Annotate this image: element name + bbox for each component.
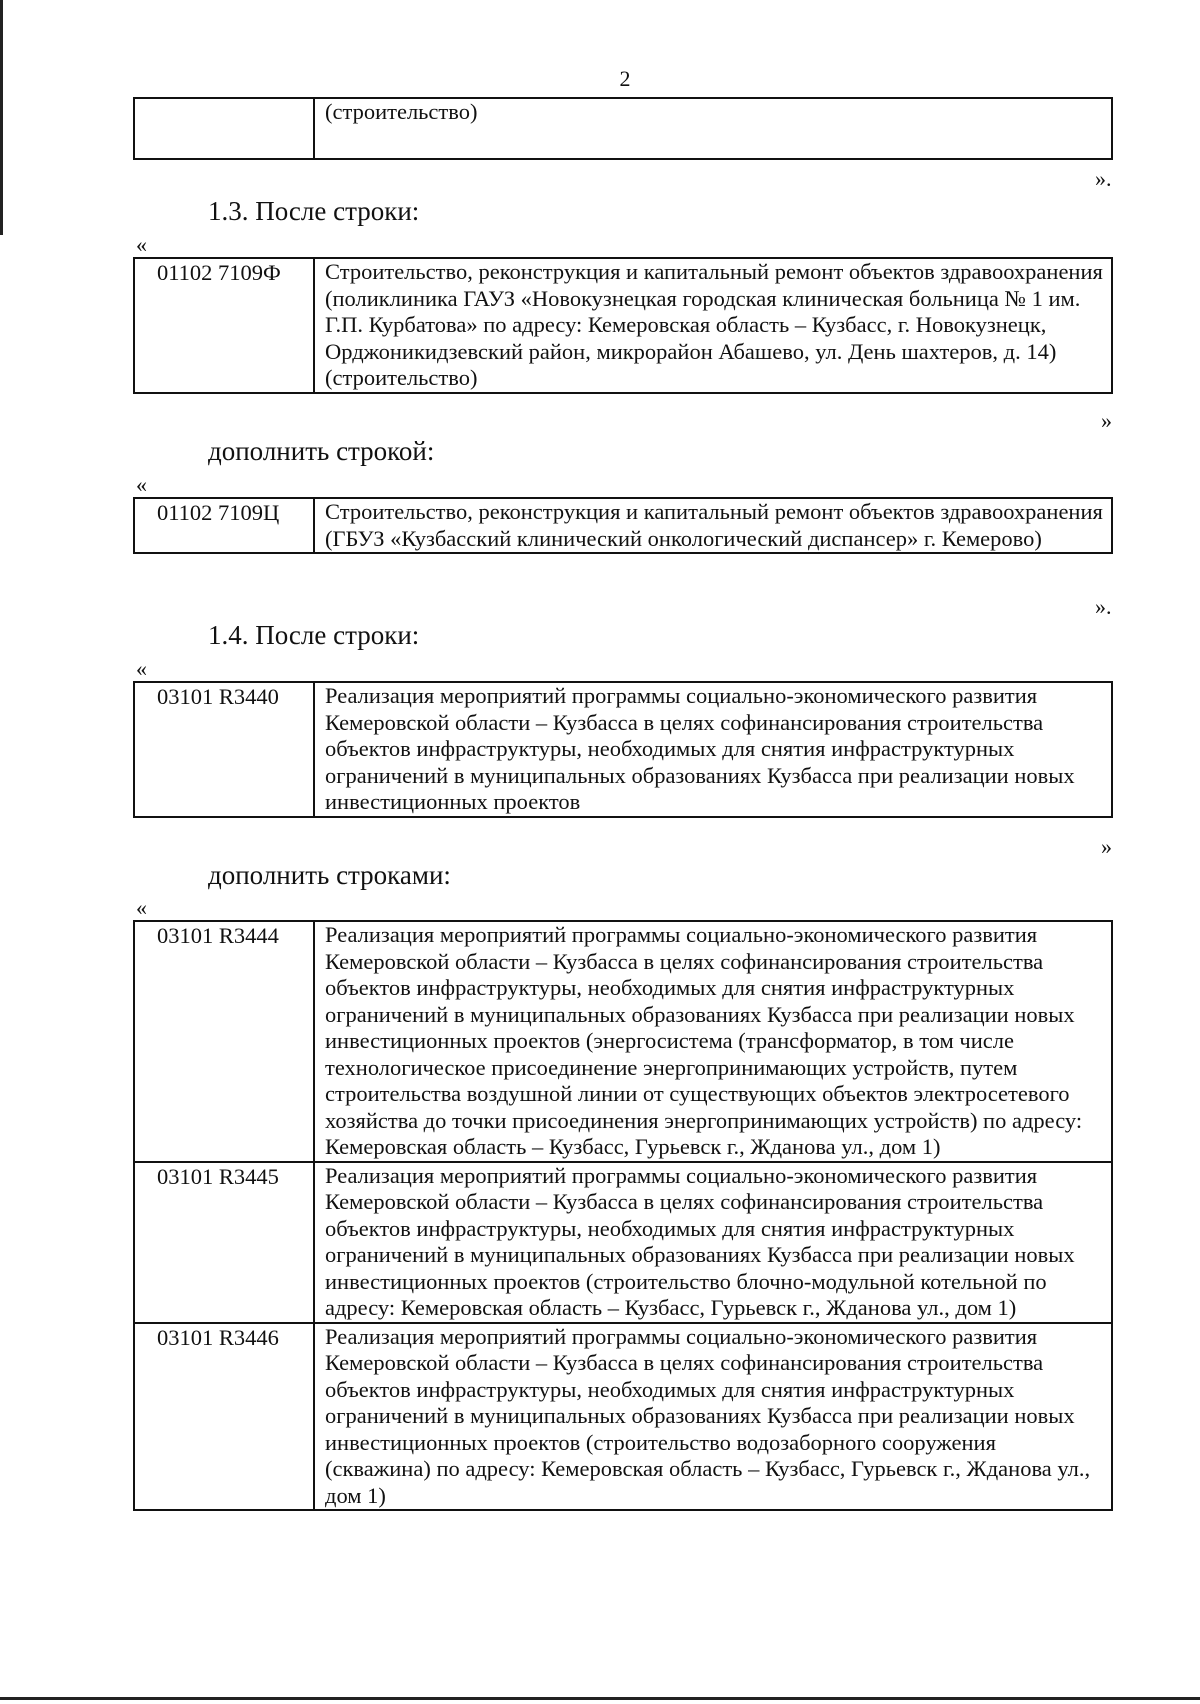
section-heading-1-4: 1.4. После строки: [208,620,420,650]
scan-bottom-line [0,1697,1200,1700]
opening-quote: « [136,656,147,681]
table-row [134,258,1112,393]
closing-quote: ». [1095,594,1112,619]
table-row [134,1162,1112,1323]
description-cell: Реализация мероприятий программы социально-экономического развития Кемеровской области – Кузбасса в целях софинансирования строительства объектов инфраструктуры, необходимых для снятия инфраструктурных ограничений в муниципальных образованиях Кузбасса при реализации новых инвестиционных проектов [314,682,1112,817]
code-cell: 01102 7109Ф [134,258,314,393]
section-heading-add-rows: дополнить строками: [208,860,451,890]
section-heading-add-row: дополнить строкой: [208,436,435,466]
closing-quote: ». [1095,166,1112,191]
description-cell: Строительство, реконструкция и капитальный ремонт объектов здравоохранения (поликлиника ГАУЗ «Новокузнецкая городская клиническая больница № 1 им. Г.П. Курбатова» по адресу: Кемеровская область – Кузбасс, г. Новокузнецк, Орджоникидзевский район, микрорайон Абашево, ул. День шахтеров, д. 14) (строительство) [314,258,1112,393]
opening-quote: « [136,232,147,257]
section-heading-1-3: 1.3. После строки: [208,196,420,226]
description-cell: (строительство) [314,98,1112,159]
table-1-4-existing [133,681,1113,818]
description-cell: Реализация мероприятий программы социально-экономического развития Кемеровской области – Кузбасса в целях софинансирования строительства объектов инфраструктуры, необходимых для снятия инфраструктурных ограничений в муниципальных образованиях Кузбасса при реализации новых инвестиционных проектов (строительство водозаборного сооружения (скважина) по адресу: Кемеровская область – Кузбасс, Гурьевск г., Жданова ул., дом 1) [314,1323,1112,1511]
opening-quote: « [136,472,147,497]
code-cell: 01102 7109Ц [134,498,314,553]
code-cell: 03101 R3446 [134,1323,314,1511]
table-row [134,498,1112,553]
description-cell: Реализация мероприятий программы социально-экономического развития Кемеровской области – Кузбасса в целях софинансирования строительства объектов инфраструктуры, необходимых для снятия инфраструктурных ограничений в муниципальных образованиях Кузбасса при реализации новых инвестиционных проектов (строительство блочно-модульной котельной по адресу: Кемеровская область – Кузбасс, Гурьевск г., Жданова ул., дом 1) [314,1162,1112,1323]
description-cell: Реализация мероприятий программы социально-экономического развития Кемеровской области – Кузбасса в целях софинансирования строительства объектов инфраструктуры, необходимых для снятия инфраструктурных ограничений в муниципальных образованиях Кузбасса при реализации новых инвестиционных проектов (энергосистема (трансформатор, в том числе технологическое присоединение энергопринимающих устройств, путем строительства воздушной линии от существующих объектов электросетевого хозяйства до точки присоединения энергопринимающих устройств) по адресу: Кемеровская область – Кузбасс, Гурьевск г., Жданова ул., дом 1) [314,921,1112,1162]
table-row [134,98,1112,159]
table-row [134,682,1112,817]
opening-quote: « [136,895,147,920]
table-prev-row [133,97,1113,160]
page-number: 2 [619,66,631,91]
scan-edge-line [0,0,3,235]
table-row [134,1323,1112,1511]
table-1-4-added [133,920,1113,1511]
table-1-3-added [133,497,1113,554]
description-cell: Строительство, реконструкция и капитальный ремонт объектов здравоохранения (ГБУЗ «Кузбасский клинический онкологический диспансер» г. Кемерово) [314,498,1112,553]
table-1-3-existing [133,257,1113,394]
closing-quote: » [1101,408,1112,433]
code-cell [134,98,314,159]
code-cell: 03101 R3440 [134,682,314,817]
code-cell: 03101 R3444 [134,921,314,1162]
code-cell: 03101 R3445 [134,1162,314,1323]
closing-quote: » [1101,834,1112,859]
table-row [134,921,1112,1162]
